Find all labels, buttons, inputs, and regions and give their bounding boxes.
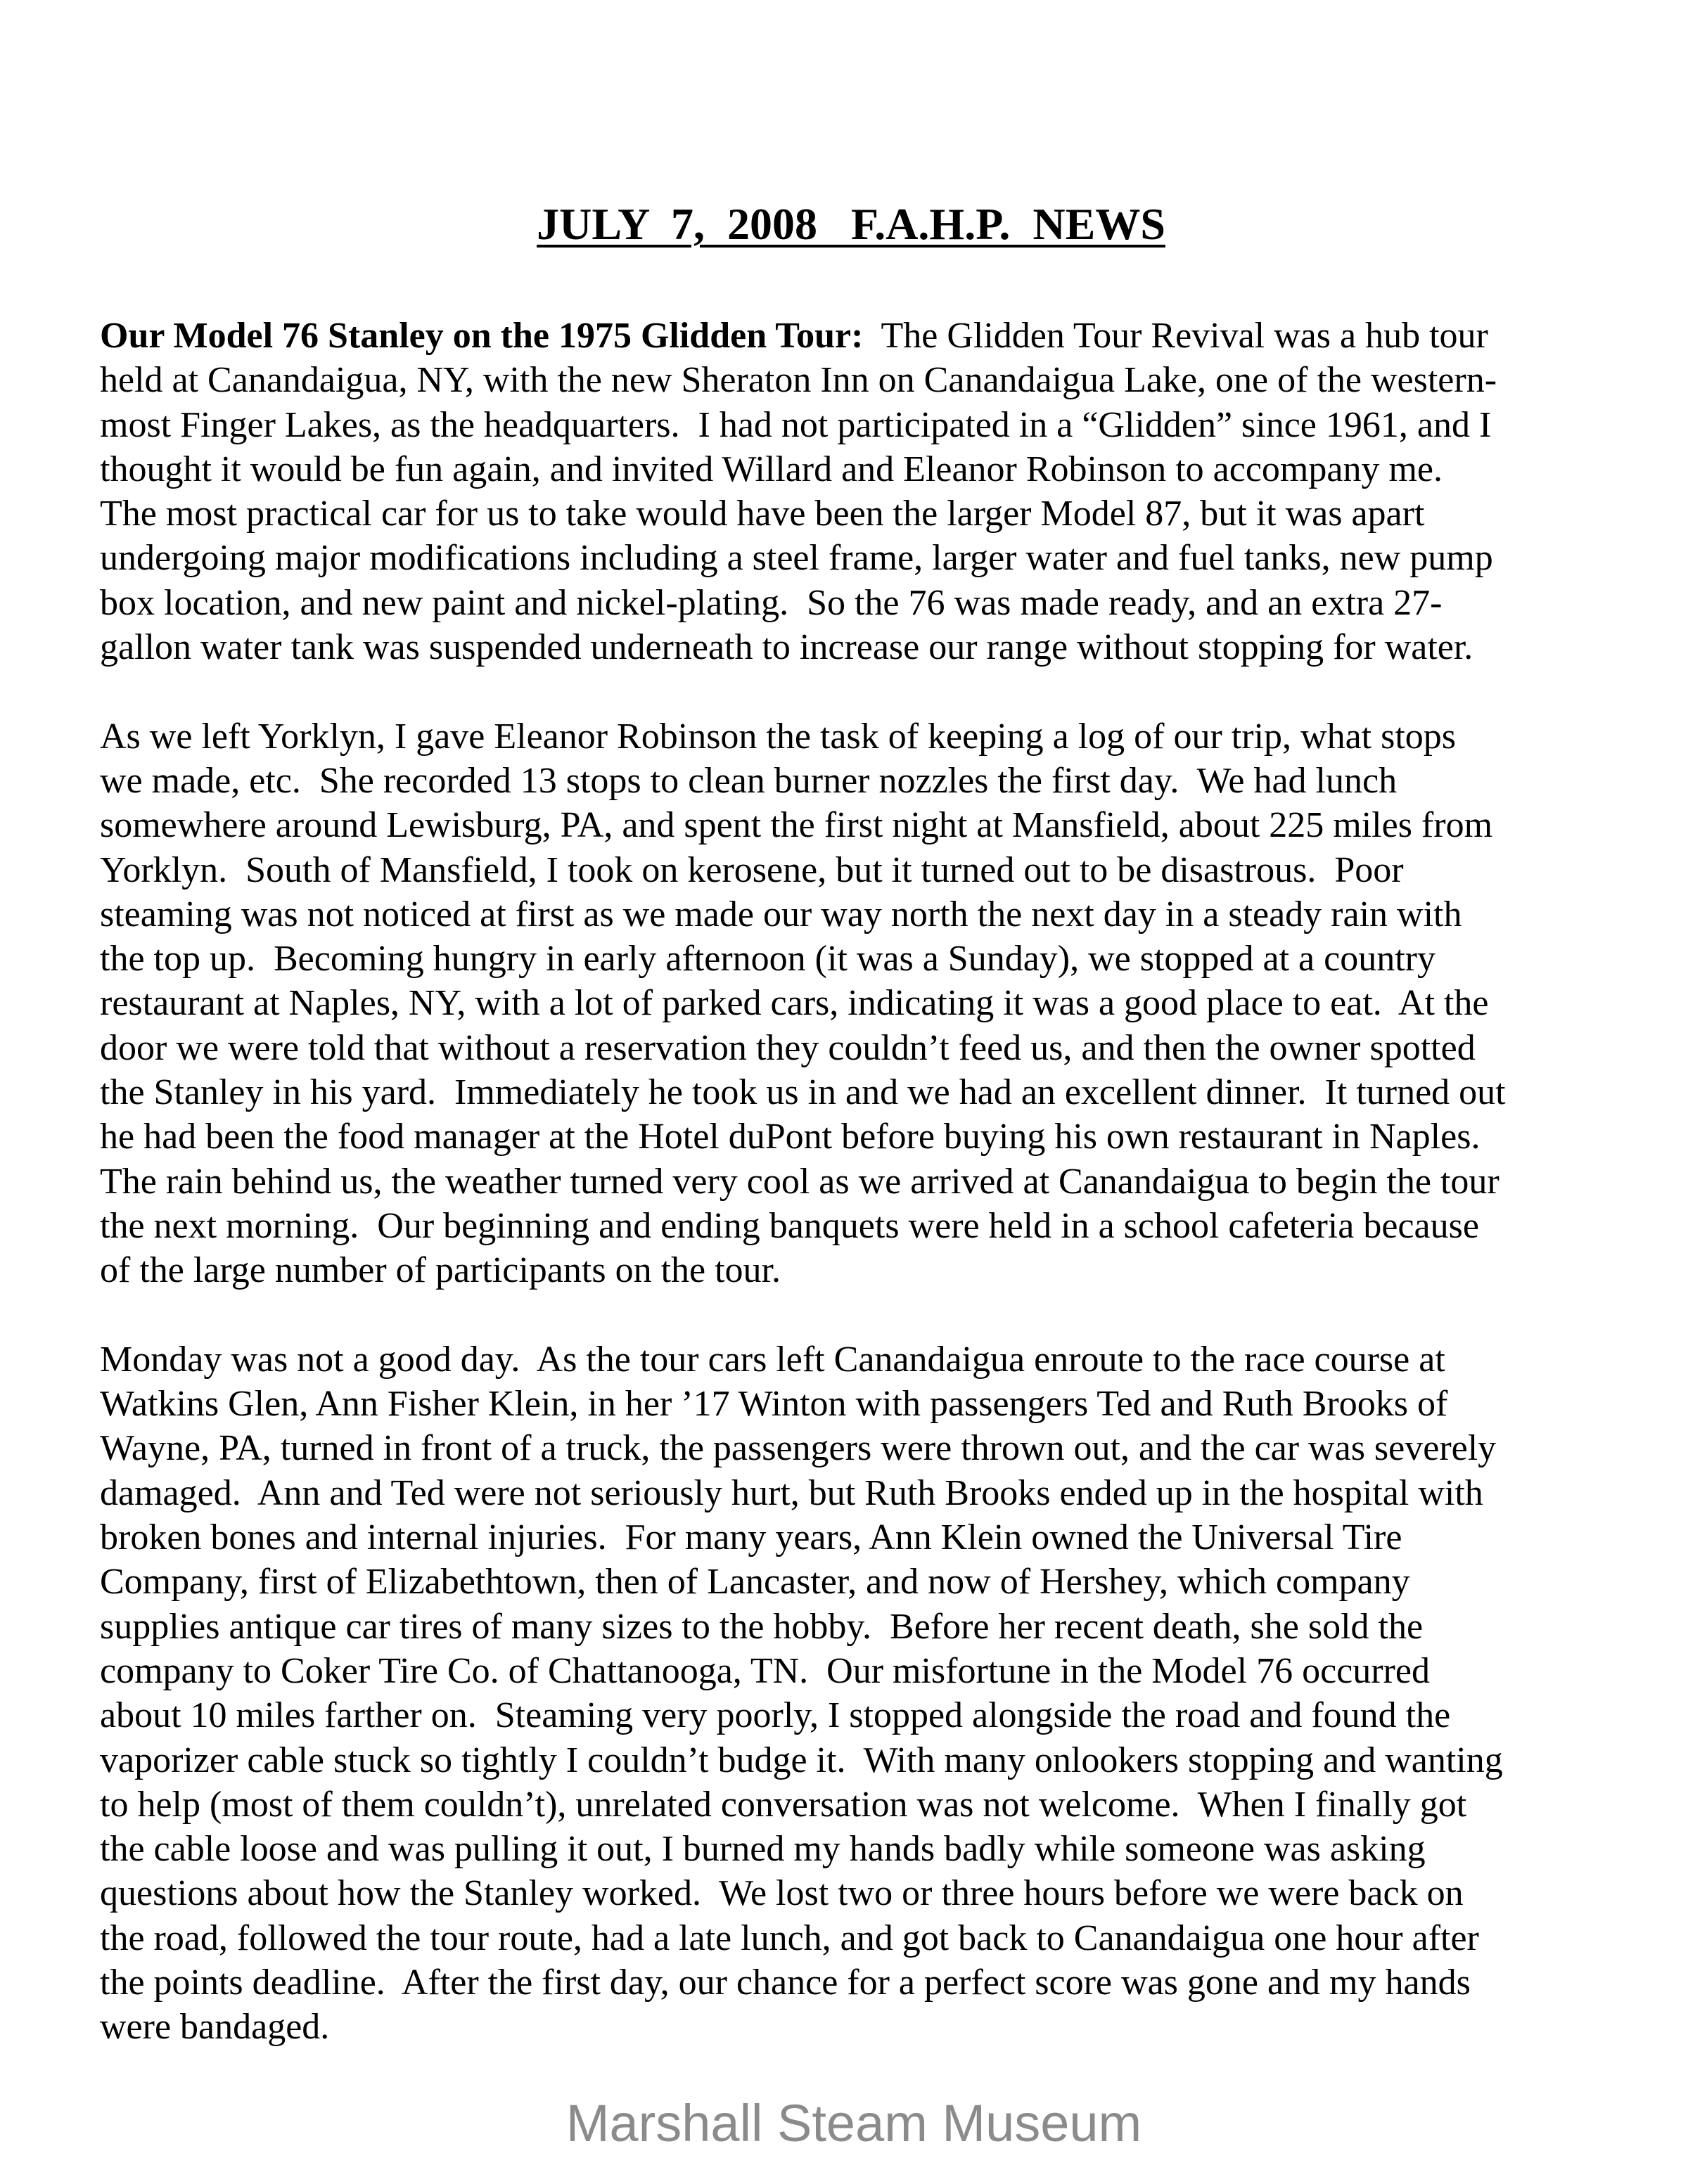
text-line	[100, 1916, 1619, 1960]
text-line	[100, 1337, 1619, 1382]
text-line	[100, 1515, 1619, 1560]
text-line	[100, 625, 1619, 669]
text-line	[100, 492, 1619, 536]
line-text: Company, first of Elizabethtown, then of Lancaster, and now of Hershey, which company	[100, 1562, 1410, 1602]
text-line	[100, 2005, 1619, 2049]
line-text: company to Coker Tire Co. of Chattanooga, TN. Our misfortune in the Model 76 occurred	[100, 1650, 1430, 1691]
line-text: thought it would be fun again, and invited Willard and Eleanor Robinson to accompany me.	[100, 449, 1443, 489]
text-line	[100, 1827, 1619, 1871]
line-text: of the large number of participants on the tour.	[100, 1250, 781, 1291]
text-line	[100, 314, 1619, 358]
text-line	[100, 1115, 1619, 1159]
text-line	[100, 403, 1619, 447]
text-line	[100, 581, 1619, 625]
watermark: Marshall Steam Museum	[565, 2094, 1142, 2152]
line-text: damaged. Ann and Ted were not seriously hurt, but Ruth Brooks ended up in the hospital with	[100, 1472, 1483, 1513]
line-text: the road, followed the tour route, had a late lunch, and got back to Canandaigua one hour after	[100, 1918, 1479, 1958]
line-text: steaming was not noticed at first as we made our way north the next day in a steady rain with	[100, 894, 1462, 934]
text-line	[100, 892, 1619, 937]
line-text: Watkins Glen, Ann Fisher Klein, in her ’17 Winton with passengers Ted and Ruth Brooks of	[100, 1384, 1448, 1425]
line-text: As we left Yorklyn, I gave Eleanor Robinson the task of keeping a log of our trip, what stops	[100, 716, 1457, 757]
text-line	[100, 1871, 1619, 1915]
paragraph	[100, 714, 1619, 1293]
line-text: were bandaged.	[100, 2007, 330, 2048]
line-text: the cable loose and was pulling it out, I burned my hands badly while someone was asking	[100, 1829, 1426, 1870]
line-text: the top up. Becoming hungry in early afternoon (it was a Sunday), we stopped at a country	[100, 939, 1436, 979]
line-text: door we were told that without a reservation they couldn’t feed us, and then the owner spotted	[100, 1027, 1476, 1068]
page-title: JULY 7, 2008 F.A.H.P. NEWS	[537, 199, 1165, 249]
line-text: the points deadline. After the first day, our chance for a perfect score was gone and my hands	[100, 1962, 1471, 2003]
line-text: the Stanley in his yard. Immediately he took us in and we had an excellent dinner. It turned out	[100, 1072, 1506, 1113]
text-line	[100, 447, 1619, 492]
line-text: the next morning. Our beginning and ending banquets were held in a school cafeteria because	[100, 1205, 1479, 1246]
line-text: The Glidden Tour Revival was a hub tour	[863, 316, 1488, 356]
line-text: Wayne, PA, turned in front of a truck, the passengers were thrown out, and the car was severely	[100, 1428, 1497, 1469]
text-line	[100, 1471, 1619, 1515]
line-text: The rain behind us, the weather turned very cool as we arrived at Canandaigua to begin the tour	[100, 1161, 1500, 1202]
line-text: held at Canandaigua, NY, with the new Sheraton Inn on Canandaigua Lake, one of the western-	[100, 360, 1497, 401]
text-line	[100, 803, 1619, 847]
text-line	[100, 1738, 1619, 1782]
text-line	[100, 1204, 1619, 1248]
text-line	[100, 1160, 1619, 1204]
paragraph	[100, 1337, 1619, 2050]
line-text: to help (most of them couldn’t), unrelated conversation was not welcome. When I finally got	[100, 1784, 1467, 1825]
text-line	[100, 1026, 1619, 1070]
line-text: box location, and new paint and nickel-plating. So the 76 was made ready, and an extra 27-	[100, 582, 1443, 623]
line-text: restaurant at Naples, NY, with a lot of parked cars, indicating it was a good place to eat. At the	[100, 983, 1489, 1024]
text-line	[100, 759, 1619, 803]
line-text: questions about how the Stanley worked. We lost two or three hours before we were back on	[100, 1873, 1464, 1914]
line-text: broken bones and internal injuries. For many years, Ann Klein owned the Universal Tire	[100, 1517, 1402, 1558]
line-text: Yorklyn. South of Mansfield, I took on kerosene, but it turned out to be disastrous. Poor	[100, 849, 1404, 890]
text-line	[100, 1248, 1619, 1292]
text-line	[100, 1382, 1619, 1426]
article-body	[100, 314, 1619, 2094]
line-text: he had been the food manager at the Hotel duPont before buying his own restaurant in Naples.	[100, 1117, 1481, 1157]
text-line	[100, 1960, 1619, 2005]
text-line	[100, 1782, 1619, 1827]
line-text: most Finger Lakes, as the headquarters. I had not participated in a “Glidden” since 1961, and I	[100, 404, 1492, 445]
section-heading: Our Model 76 Stanley on the 1975 Glidden Tour:	[100, 316, 864, 356]
text-line	[100, 714, 1619, 759]
text-line	[100, 981, 1619, 1025]
text-line	[100, 1426, 1619, 1470]
line-text: we made, etc. She recorded 13 stops to clean burner nozzles the first day. We had lunch	[100, 760, 1398, 801]
text-line	[100, 937, 1619, 981]
line-text: undergoing major modifications including a steel frame, larger water and fuel tanks, new pump	[100, 538, 1493, 579]
text-line	[100, 1560, 1619, 1604]
line-text: about 10 miles farther on. Steaming very poorly, I stopped alongside the road and found the	[100, 1695, 1451, 1736]
text-line	[100, 536, 1619, 580]
line-text: Monday was not a good day. As the tour cars left Canandaigua enroute to the race course at	[100, 1339, 1445, 1380]
paragraph	[100, 314, 1619, 669]
line-text: supplies antique car tires of many sizes to the hobby. Before her recent death, she sold the	[100, 1606, 1424, 1647]
text-line	[100, 1693, 1619, 1737]
line-text: somewhere around Lewisburg, PA, and spent the first night at Mansfield, about 225 miles from	[100, 805, 1493, 846]
text-line	[100, 1070, 1619, 1115]
text-line	[100, 358, 1619, 402]
line-text: The most practical car for us to take would have been the larger Model 87, but it was apart	[100, 494, 1425, 534]
line-text: vaporizer cable stuck so tightly I couldn’t budge it. With many onlookers stopping and wanting	[100, 1740, 1503, 1780]
text-line	[100, 1605, 1619, 1649]
line-text: gallon water tank was suspended underneath to increase our range without stopping for water.	[100, 627, 1473, 668]
text-line	[100, 848, 1619, 892]
text-line	[100, 1649, 1619, 1693]
